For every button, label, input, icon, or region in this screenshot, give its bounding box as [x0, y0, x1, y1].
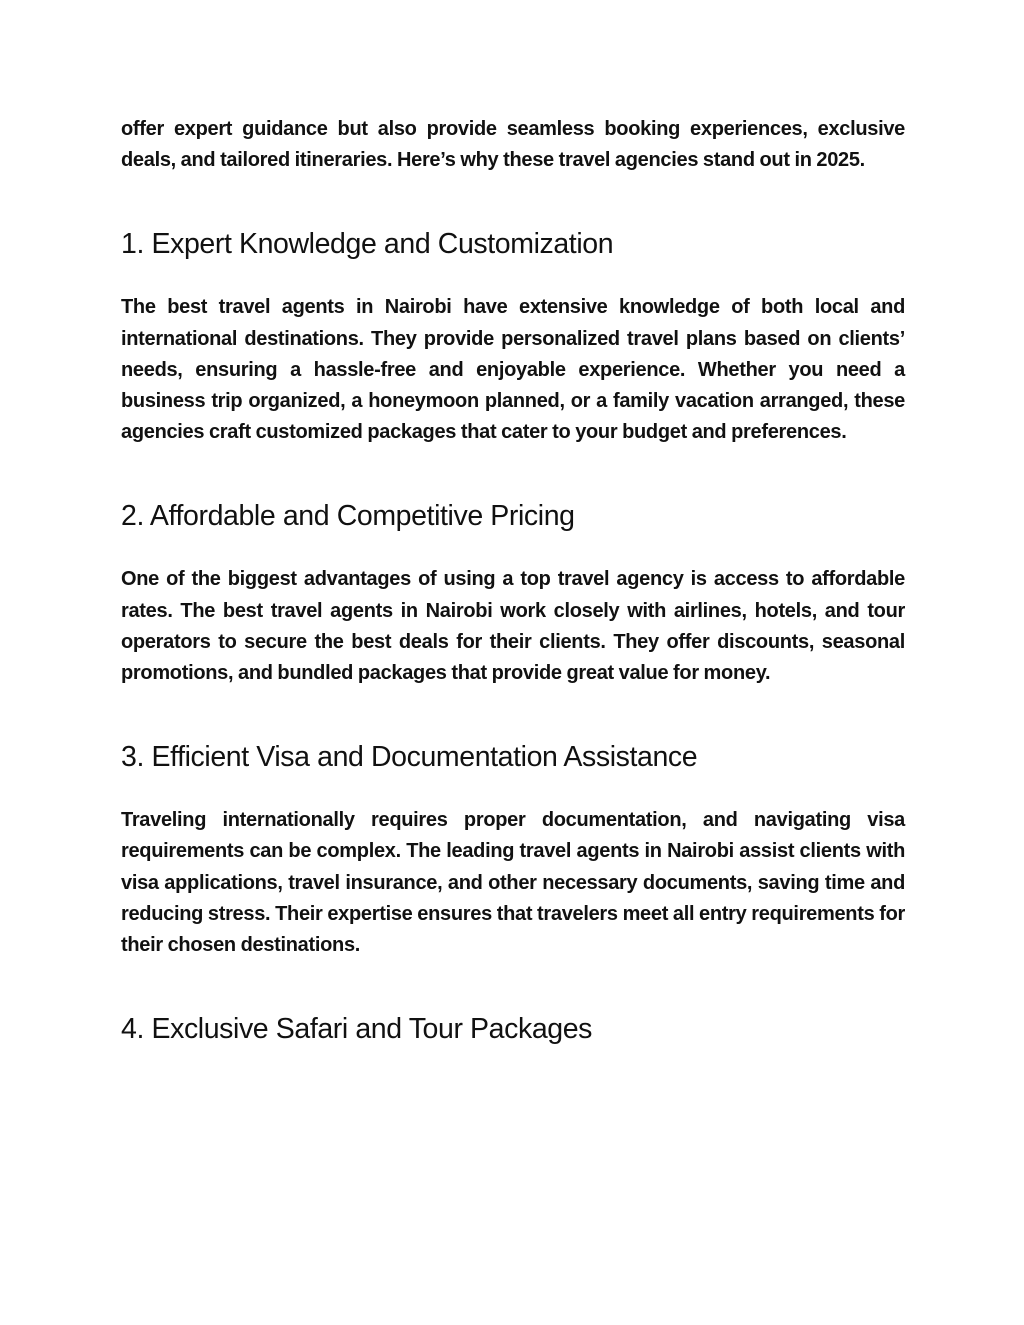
- section-heading: 2. Affordable and Competitive Pricing: [121, 500, 575, 533]
- section-heading: 1. Expert Knowledge and Customization: [121, 228, 614, 261]
- section-visa-assistance: [121, 739, 905, 961]
- section-expert-knowledge: [121, 226, 905, 448]
- section-affordable-pricing: [121, 498, 905, 689]
- section-paragraph: The best travel agents in Nairobi have extensive knowledge of both local and international destinations. They provide personalized travel plans based on clients’ needs, ensuring a hassle-free and enjoyable experience. Whether you need a business trip organized, a honeymoon planned, or a family vacation arranged, these agencies craft customized packages that cater to your budget and preferences.: [121, 296, 905, 444]
- section-heading: 3. Efficient Visa and Documentation Assistance: [121, 741, 698, 774]
- section-safari-packages: [121, 1011, 905, 1047]
- intro-paragraph: offer expert guidance but also provide seamless booking experiences, exclusive deals, and tailored itineraries. Here’s why these travel agencies stand out in 2025.: [121, 118, 905, 172]
- section-heading: 4. Exclusive Safari and Tour Packages: [121, 1013, 593, 1046]
- document-page: [121, 114, 905, 1077]
- section-paragraph: One of the biggest advantages of using a top travel agency is access to affordable rates. The best travel agents in Nairobi work closely with airlines, hotels, and tour operators to secure the best deals for their clients. They offer discounts, seasonal promotions, and bundled packages that provide great value for money.: [121, 568, 905, 685]
- section-paragraph: Traveling internationally requires proper documentation, and navigating visa requirements can be complex. The leading travel agents in Nairobi assist clients with visa applications, travel insurance, and other necessary documents, saving time and reducing stress. Their expertise ensures that travelers meet all entry requirements for their chosen destinations.: [121, 809, 905, 957]
